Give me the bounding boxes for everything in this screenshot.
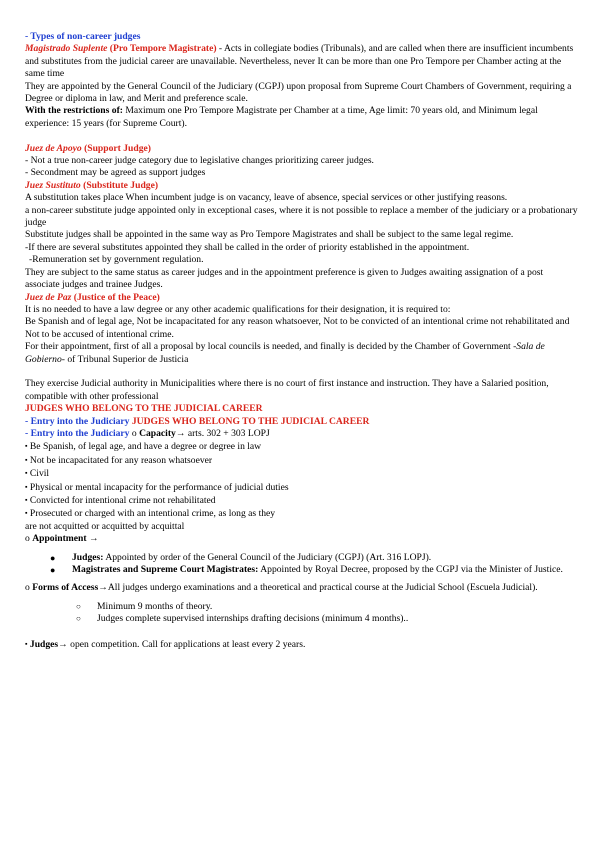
spacer — [25, 130, 580, 142]
appointment-o: o — [25, 533, 33, 545]
apoyo-line-2: - Secondment may be agreed as support judges — [25, 167, 206, 179]
judges-text: open competition. Call for applications at least every 2 years. — [67, 639, 306, 651]
square-bullet-icon: ▪ — [25, 496, 28, 504]
square-bullet-icon: ▪ — [25, 469, 28, 478]
document-content — [25, 31, 580, 651]
arrow-right-icon: → — [58, 639, 68, 651]
forms-item-text: Judges complete supervised internships drafting decisions (minimum 4 months).. — [97, 613, 409, 625]
paz-heading — [25, 292, 580, 304]
capacity-list — [25, 440, 580, 533]
capacity-item-text: Be Spanish, of legal age, and have a degree or degree in law — [29, 441, 262, 453]
appointment-item-label: Magistrates and Supreme Court Magistrates: — [72, 564, 259, 576]
bullet-circle-icon: ○ — [76, 601, 81, 611]
sustituto-gloss: (Substitute Judge) — [80, 179, 159, 191]
capacity-item-text: Prosecuted or charged with an intentional crime, as long as they — [29, 508, 276, 520]
bullet-dot-icon: ● — [50, 565, 56, 576]
magistrado-restrictions — [25, 105, 580, 130]
entry-line-1 — [25, 416, 580, 428]
spacer — [25, 626, 580, 638]
bullet-dot-icon: ● — [50, 552, 56, 563]
bullet-circle-icon: ○ — [76, 614, 81, 624]
sustituto-p6: They are subject to the same status as career judges and in the appointment preference is given to Judges awaiting assignation of a post associate judges and trainee Judges. — [25, 266, 544, 291]
apoyo-gloss: (Support Judge) — [81, 142, 151, 154]
types-heading: - Types of non-career judges — [25, 31, 141, 42]
capacity-item-text: Not be incapacitated for any reason whatsoever — [29, 454, 213, 466]
restrictions-text: Maximum one Pro Tempore Magistrate per Chamber at a time, Age limit: 70 years old, and Minimum legal experience: 15 years (for Supreme Court). — [25, 105, 538, 129]
sustituto-p5: -Remuneration set by government regulation. — [29, 254, 204, 266]
apoyo-term: Juez de Apoyo — [25, 142, 82, 154]
arrow-right-icon: → — [88, 533, 99, 545]
paz-p1: It is no needed to have a law degree or any other academic qualifications for their designation, it is required to: — [25, 303, 451, 315]
sustituto-heading — [25, 180, 580, 192]
arrow-right-icon: → — [175, 427, 186, 439]
appointment-heading — [25, 533, 580, 545]
judges-label: Judges — [29, 639, 59, 651]
arrow-right-icon: → — [98, 582, 108, 594]
career-heading: JUDGES WHO BELONG TO THE JUDICIAL CAREER — [25, 403, 263, 415]
paz-p3-b: - of Tribunal Superior de Justicia — [61, 353, 189, 365]
capacity-item — [25, 454, 580, 467]
forms-label: Forms of Access — [32, 582, 99, 594]
entry-line-2 — [25, 428, 580, 440]
capacity-item — [25, 467, 580, 480]
forms-item-text: Minimum 9 months of theory. — [97, 600, 213, 612]
spacer — [25, 366, 580, 378]
magistrado-appointed: They are appointed by the General Council of the Judiciary (CGPJ) upon proposal from Supreme Court Chambers of Government, requiring a Degree or diploma in law, and Merit and preference scale. — [25, 80, 572, 105]
magistrado-gloss: (Pro Tempore Magistrate) — [107, 43, 217, 55]
sustituto-p1: A substitution takes place When incumbent judge is on vacancy, leave of absence, special services or other justifying reasons. — [25, 192, 508, 204]
capacity-item — [25, 481, 580, 494]
paz-p2: Be Spanish and of legal age, Not be incapacitated for any reason whatsoever, Not to be convicted of an intentional crime not rehabilitated and Not to be accused of intentional crime. — [25, 316, 570, 340]
judges-line — [25, 638, 580, 651]
forms-item — [25, 601, 580, 613]
paz-term: Juez de Paz — [25, 291, 72, 303]
sustituto-p2: a non-career substitute judge appointed only in exceptional cases, where it is not possible to replace a member of the judiciary or a probationary judge — [25, 204, 578, 229]
square-bullet-icon: ▪ — [25, 509, 28, 518]
appointment-list — [25, 552, 580, 577]
entry-career-red: JUDGES WHO BELONG TO THE JUDICIAL CAREER — [129, 415, 370, 427]
paz-p4: They exercise Judicial authority in Municipalities where there is no court of first instance and instruction. They have a Salaried position, compatible with other professional — [25, 378, 549, 402]
apoyo-line-1: - Not a true non-career judge category due to legislative changes prioritizing career judges. — [25, 155, 374, 167]
appointment-item-label: Judges: — [72, 551, 104, 563]
capacity-item-text: Physical or mental incapacity for the performance of judicial duties — [29, 481, 289, 493]
paz-p3-a: For their appointment, first of all a proposal by local councils is needed, and finally is decided by the Chamber of Government - — [25, 341, 517, 353]
magistrado-desc: - Acts in collegiate bodies (Tribunals), and are called when there are insufficient incumbents and substitutes from the judicial career are unavailable. Nevertheless, never It can be more than one Pro Tempore per Chamber acting at the same time — [25, 43, 574, 80]
entry-label-2: - Entry into the Judiciary — [25, 427, 130, 439]
paz-p3 — [25, 341, 580, 366]
paz-p3-italic: Sala de Gobierno — [25, 341, 545, 365]
forms-list — [25, 601, 580, 626]
forms-text: All judges undergo examinations and a theoretical and practical course at the Judicial School (Escuela Judicial). — [107, 582, 538, 594]
capacity-item — [25, 494, 580, 507]
paz-gloss: (Justice of the Peace) — [71, 291, 160, 303]
square-bullet-icon: ▪ — [25, 640, 28, 649]
appointment-item-text: Appointed by Royal Decree, proposed by the CGPJ via the Minister of Justice. — [258, 564, 563, 576]
sustituto-term: Juez Sustituto — [25, 179, 81, 191]
square-bullet-icon: ▪ — [25, 455, 28, 464]
appointment-label: Appointment — [32, 533, 87, 545]
appointment-item-text: Appointed by order of the General Council of the Judiciary (CGPJ) (Art. 316 LOPJ). — [103, 551, 432, 563]
forms-paragraph — [25, 582, 580, 594]
capacity-tail: are not acquitted or acquitted by acquittal — [25, 520, 185, 532]
square-bullet-icon: ▪ — [25, 482, 28, 491]
restrictions-label: With the restrictions of: — [25, 105, 123, 117]
capacity-item — [25, 507, 580, 520]
sustituto-p3: Substitute judges shall be appointed in the same way as Pro Tempore Magistrates and shall be subject to the same legal regime. — [25, 229, 514, 241]
appointment-item — [25, 564, 580, 576]
capacity-item — [25, 440, 580, 453]
sustituto-p4: -If there are several substitutes appointed they shall be called in the order of priority established in the appointment. — [25, 241, 470, 253]
capacity-label: Capacity — [139, 427, 176, 439]
magistrado-paragraph — [25, 43, 580, 80]
capacity-item-text: Convicted for intentional crime not rehabilitated — [29, 495, 216, 506]
forms-o: o — [25, 582, 33, 594]
entry-label-1: - Entry into the Judiciary — [25, 415, 130, 427]
square-bullet-icon: ▪ — [25, 442, 28, 451]
magistrado-term: Magistrado Suplente — [25, 43, 108, 55]
entry-o: o — [129, 427, 140, 439]
apoyo-heading — [25, 143, 580, 155]
appointment-item — [25, 552, 580, 564]
capacity-item-text: Civil — [29, 468, 50, 480]
forms-item — [25, 613, 580, 625]
capacity-arts: arts. 302 + 303 LOPJ — [185, 427, 270, 439]
